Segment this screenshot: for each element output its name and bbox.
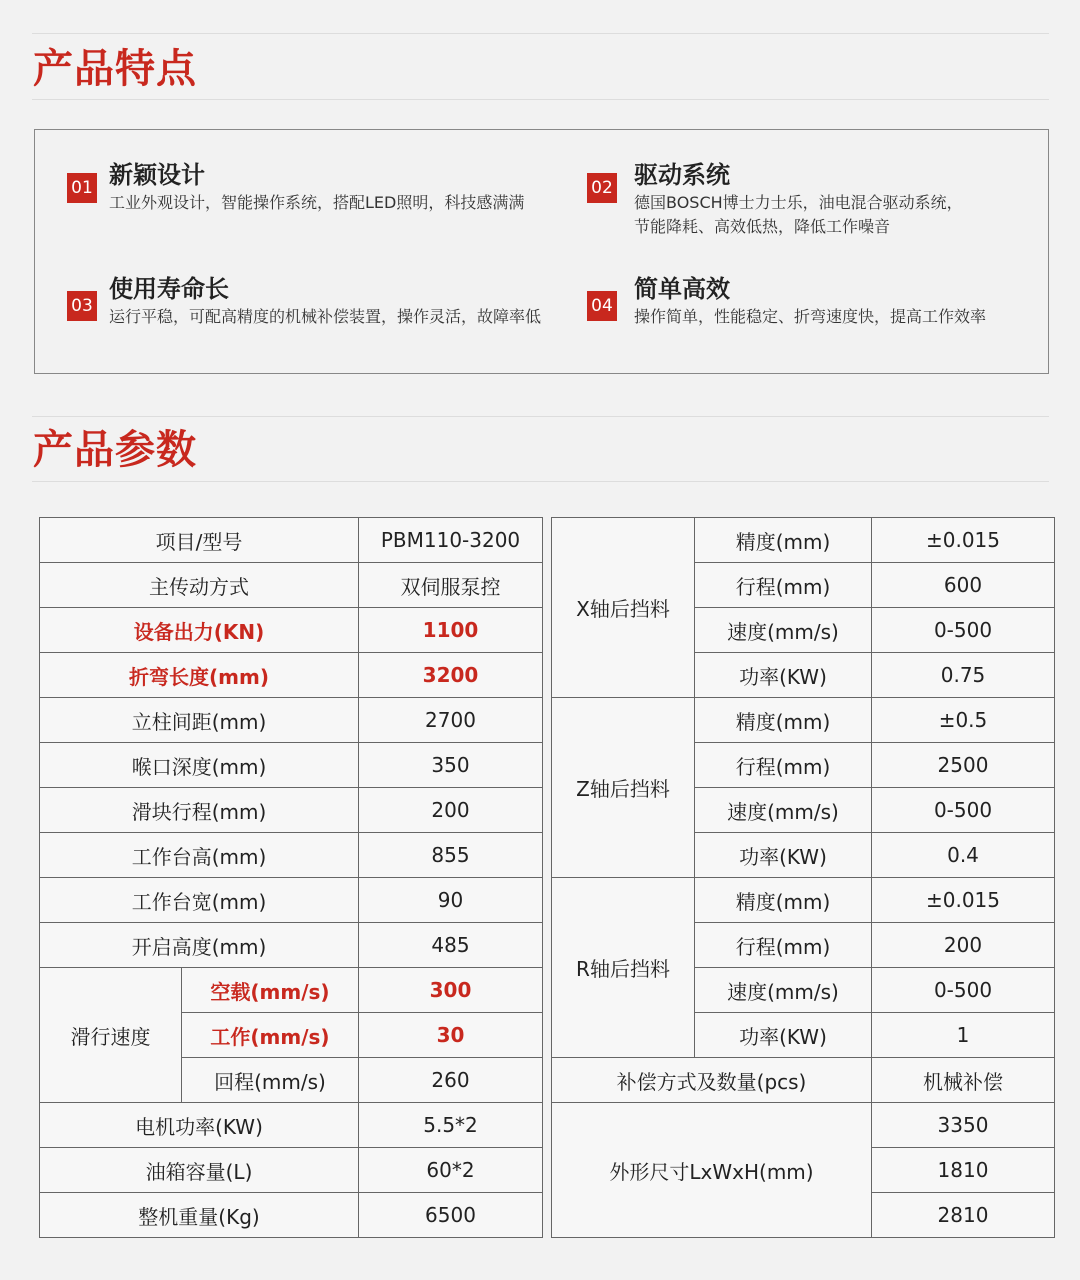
param-value: 2700 [359,698,543,743]
param-label: 功率(KW) [695,833,872,878]
param-label: 精度(mm) [695,518,872,563]
table-row [40,518,543,563]
param-value: 机械补偿 [872,1058,1055,1103]
param-value: 200 [872,923,1055,968]
spec-table-left [39,517,543,1238]
table-row [552,698,1055,743]
table-row [40,653,543,698]
table-row [40,608,543,653]
param-value: 5.5*2 [359,1103,543,1148]
axis-group-label: Z轴后挡料 [552,698,695,878]
features-section-title: 产品特点 [33,46,197,92]
param-label: 工作(mm/s) [182,1013,359,1058]
param-label: 精度(mm) [695,878,872,923]
table-row [40,788,543,833]
param-value: 双伺服泵控 [359,563,543,608]
feature-desc: 节能降耗、高效低热，降低工作噪音 [634,217,891,236]
param-value: 260 [359,1058,543,1103]
table-row [40,743,543,788]
feature-desc: 运行平稳，可配高精度的机械补偿装置，操作灵活，故障率低 [109,307,542,326]
table-row [40,1193,543,1238]
param-label: 主传动方式 [40,563,359,608]
param-label: 开启高度(mm) [40,923,359,968]
param-value: 855 [359,833,543,878]
param-value: 300 [359,968,543,1013]
param-label: 立柱间距(mm) [40,698,359,743]
param-group-label: 滑行速度 [40,968,182,1103]
param-label: 电机功率(KW) [40,1103,359,1148]
param-value: 1810 [872,1148,1055,1193]
table-row [552,1103,1055,1148]
param-value: 0-500 [872,968,1055,1013]
param-label: 精度(mm) [695,698,872,743]
table-row [552,878,1055,923]
param-label: 工作台高(mm) [40,833,359,878]
param-value: 60*2 [359,1148,543,1193]
table-row [552,518,1055,563]
param-value: 1100 [359,608,543,653]
param-value: 1 [872,1013,1055,1058]
feature-number-badge: 01 [67,173,97,203]
param-label: 功率(KW) [695,1013,872,1058]
axis-group-label: X轴后挡料 [552,518,695,698]
table-row [40,1148,543,1193]
feature-desc: 工业外观设计，智能操作系统，搭配LED照明，科技感满满 [109,193,525,212]
param-label: 行程(mm) [695,923,872,968]
param-value: 0.4 [872,833,1055,878]
param-label: 整机重量(Kg) [40,1193,359,1238]
param-value: 200 [359,788,543,833]
param-value: ±0.5 [872,698,1055,743]
param-value: 2810 [872,1193,1055,1238]
feature-title: 使用寿命长 [109,275,229,303]
param-label: 设备出力(KN) [40,608,359,653]
param-value: 485 [359,923,543,968]
param-value: 6500 [359,1193,543,1238]
param-label: 折弯长度(mm) [40,653,359,698]
divider-params-top [32,416,1049,417]
param-label: 油箱容量(L) [40,1148,359,1193]
table-row [552,1058,1055,1103]
param-value: 2500 [872,743,1055,788]
param-value: 90 [359,878,543,923]
features-panel [34,129,1049,374]
param-label: 外形尺寸LxWxH(mm) [552,1103,872,1238]
param-value: 3350 [872,1103,1055,1148]
spec-table-right [551,517,1055,1238]
axis-group-label: R轴后挡料 [552,878,695,1058]
divider-params [32,481,1049,482]
feature-desc: 操作简单，性能稳定、折弯速度快，提高工作效率 [634,307,987,326]
feature-title: 新颖设计 [109,161,205,189]
feature-number-badge: 02 [587,173,617,203]
param-value: 0-500 [872,608,1055,653]
param-label: 补偿方式及数量(pcs) [552,1058,872,1103]
param-label: 行程(mm) [695,743,872,788]
param-label: 回程(mm/s) [182,1058,359,1103]
param-label: 速度(mm/s) [695,608,872,653]
param-label: 行程(mm) [695,563,872,608]
param-value: 0-500 [872,788,1055,833]
param-value: 30 [359,1013,543,1058]
param-value: ±0.015 [872,878,1055,923]
param-value: 0.75 [872,653,1055,698]
params-section-title: 产品参数 [33,427,197,473]
feature-number-badge: 04 [587,291,617,321]
param-label: 项目/型号 [40,518,359,563]
param-label: 速度(mm/s) [695,968,872,1013]
param-value: PBM110-3200 [359,518,543,563]
table-row [40,878,543,923]
param-label: 工作台宽(mm) [40,878,359,923]
divider-top [32,33,1049,34]
param-label: 滑块行程(mm) [40,788,359,833]
param-value: ±0.015 [872,518,1055,563]
param-label: 喉口深度(mm) [40,743,359,788]
table-row [40,833,543,878]
table-row [40,923,543,968]
param-value: 600 [872,563,1055,608]
table-row [40,563,543,608]
table-row [40,1103,543,1148]
feature-title: 简单高效 [634,275,730,303]
feature-desc: 德国BOSCH博士力士乐，油电混合驱动系统， [634,193,963,212]
table-row [40,968,543,1013]
param-value: 350 [359,743,543,788]
param-value: 3200 [359,653,543,698]
param-label: 空载(mm/s) [182,968,359,1013]
divider-features [32,99,1049,100]
table-row [40,698,543,743]
feature-number-badge: 03 [67,291,97,321]
feature-title: 驱动系统 [634,161,730,189]
param-label: 速度(mm/s) [695,788,872,833]
param-label: 功率(KW) [695,653,872,698]
